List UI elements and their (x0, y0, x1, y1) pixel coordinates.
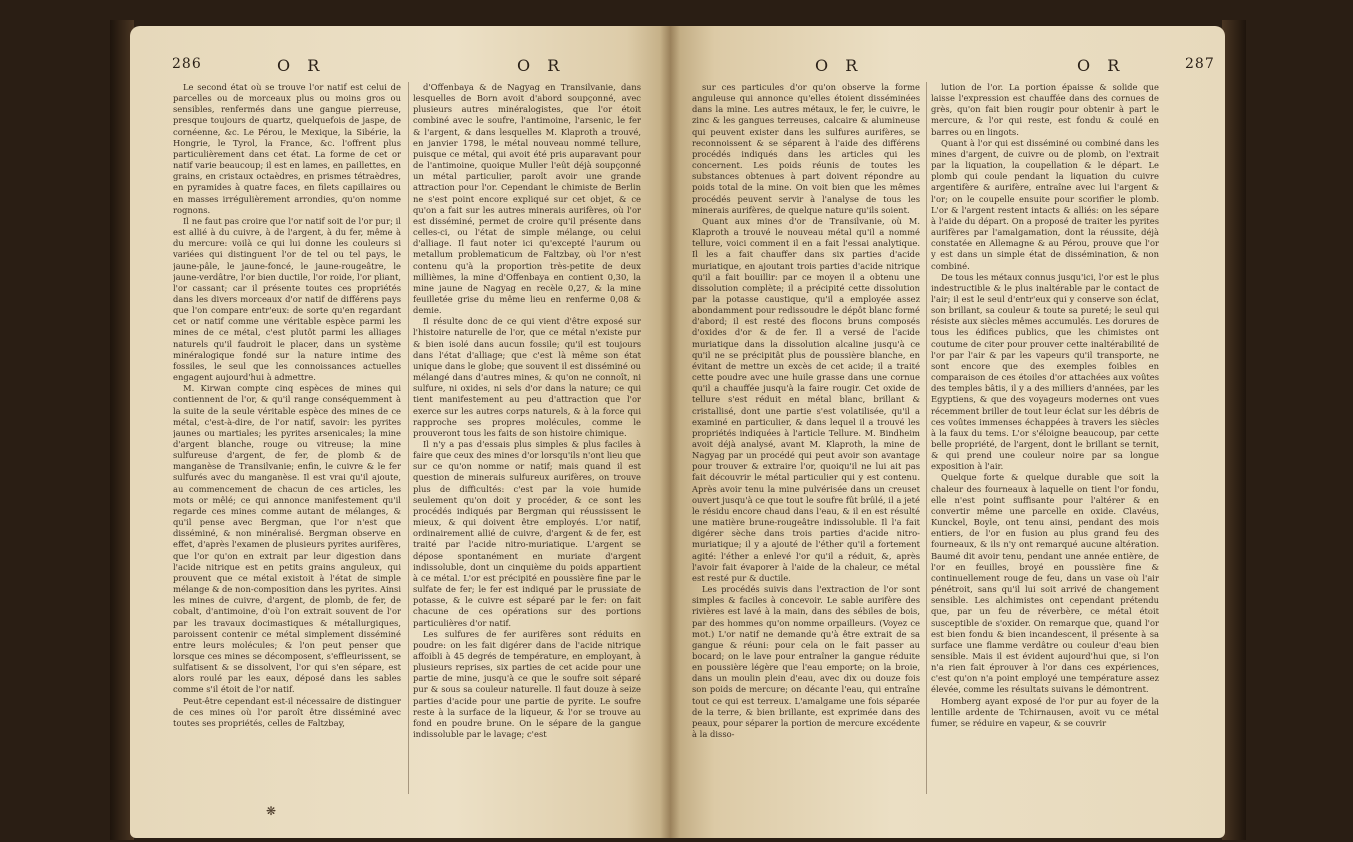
left-column-1 (173, 82, 401, 802)
column-rule (408, 82, 409, 794)
left-running-head-1: O R (277, 56, 326, 75)
paragraph: Quant à l'or qui est disséminé ou combiné dans les mines d'argent, de cuivre ou de plomb, on l'extrait par la liquation, la coupellation & le départ. Le plomb qui coule pendant la liquation du cuivre argentifère & aurifère, entraîne avec lui l'argent & l'or; on le coupelle ensuite pour scorifier le plomb. L'or & l'argent restent intacts & alliés: on les sépare à l'aide du départ. On a proposé de traiter les pyrites aurifères par l'amalgamation, dont la réussite, déjà constatée en Allemagne & au Pérou, prouve que l'or y est dans un simple état de dissémination, & non combiné. (931, 137, 1159, 271)
left-running-head-2: O R (517, 56, 566, 75)
paragraph: Les procédés suivis dans l'extraction de l'or sont simples & faciles à concevoir. Le sable aurifère des rivières est lavé à la main, dans des sébiles de bois, par des hommes qu'on nomme orpailleurs. (Voyez ce mot.) L'or natif ne demande qu'à être extrait de sa gangue & réuni: pour cela on le fait passer au bocard; on le lave pour entraîner la gangue réduite en poussière légère que l'eau emporte; on la broie, dans un moulin plein d'eau, avec dix ou douze fois son poids de mercure; on décante l'eau, qui entraîne tout ce qui est terreux. L'amalgame une fois séparée de la terre, & bien brillante, est exprimée dans des peaux, pour séparer la portion de mercure excédente à la disso- (692, 584, 920, 740)
paragraph: Il ne faut pas croire que l'or natif soit de l'or pur; il est allié à du cuivre, à de l'argent, à du fer, même à du mercure: voilà ce qui lui donne les couleurs si variées qui distinguent l'or de tel ou tel pays, le jaune-pâle, le jaune-foncé, le jaune-rougeâtre, le jaune-verdâtre, l'or bien ductile, l'or roide, l'or pliant, l'or cassant; car il présente toutes ces propriétés dans les divers morceaux d'or natif de différens pays que l'on compare entr'eux: de sorte qu'en regardant cet or natif comme une véritable espèce parmi les mines de ce métal, c'est plutôt parmi les alliages naturels qu'il faudroit le placer, dans un système minéralogique fondé sur la nature intime des fossiles, le seul que les connoissances actuelles engagent aujourd'hui à admettre. (173, 215, 401, 383)
book-gutter (660, 26, 680, 838)
right-page-header (815, 56, 1215, 82)
right-running-head-1: O R (815, 56, 864, 75)
left-page-number: 286 (172, 56, 202, 72)
column-rule (926, 82, 927, 794)
paragraph: M. Kirwan compte cinq espèces de mines qui contiennent de l'or, & qu'il range conséquemment à la suite de la seule véritable espèce des mines de ce métal, c'est-à-dire, de l'or natif, savoir: les pyrites jaunes ou martiales; les pyrites arsenicales; la mine d'argent blanche, rouge ou vitreuse; la mine sulfureuse d'argent, de fer, de plomb & de manganèse de Transilvanie; enfin, le cuivre & le fer sulfurés avec du manganèse. Il est vrai qu'il ajoute, au commencement de chacun de ces articles, les mots or mêlé; ce qui annonce manifestement qu'il regarde ces mines comme autant de mélanges, & qu'il pense avec Bergman, que l'or n'est que disséminé, & non minéralisé. Bergman observe en effet, d'après l'examen de plusieurs pyrites aurifères, que l'or qu'on en extrait par leur digestion dans l'acide nitrique est en petits grains anguleux, qui prouvent que ce métal existoit à l'état de simple mélange & de non-composition dans les pyrites. Ainsi les mines de cuivre, d'argent, de plomb, de fer, de cobalt, d'antimoine, d'où l'on extrait souvent de l'or par les travaux docimastiques & métallurgiques, paroissent contenir ce métal simplement disséminé entre leurs molécules; & l'on peut penser que lorsque ces mines se décomposent, s'effleurissent, se sulfatisent & se dissolvent, l'or qui s'en sépare, est alors roulé par les eaux, déposé dans les sables comme s'il étoit de l'or natif. (173, 383, 401, 695)
paragraph: Quelque forte & quelque durable que soit la chaleur des fourneaux à laquelle on tient l'or fondu, elle n'est point suffisante pour l'altérer & en convertir même une parcelle en oxide. Clavéus, Kunckel, Boyle, ont tenu ainsi, pendant des mois entiers, de l'or en fusion au plus grand feu des fourneaux, & ils n'y ont remarqué aucune altération. Baumé dit avoir tenu, pendant une année entière, de l'or en feuilles, broyé en poussière fine & continuellement rouge de feu, dans un vase où l'air pénétroit, sans qu'il lui soit arrivé de changement sensible. Les alchimistes ont cependant prétendu que, par un feu de réverbère, ce métal étoit susceptible de s'oxider. On remarque que, quand l'or est bien fondu & bien incandescent, il présente à sa surface une flamme verdâtre ou couleur d'eau bien sensible. Mais il est évident aujourd'hui que, si l'on n'a rien fait éprouver à l'or dans ces expériences, c'est qu'on n'a point employé une température assez élevée, comme les résultats suivans le démontrent. (931, 472, 1159, 695)
paragraph: Quant aux mines d'or de Transilvanie, où M. Klaproth a trouvé le nouveau métal qu'il a nommé tellure, voici comment il en a fait l'essai analytique. Il les a fait chauffer dans six parties d'acide muriatique, en ajoutant trois parties d'acide nitrique qu'il a fait bouillir: par ce moyen il a obtenu une dissolution complète; il a précipité cette dissolution par la potasse caustique, qu'il a employée assez abondamment pour redissoudre le dépôt blanc formé d'abord; il est resté des flocons bruns composés d'oxides d'or & de fer. Il a versé de l'acide muriatique dans la dissolution alcaline jusqu'à ce qu'il ne se précipitât plus de poussière blanche, en évitant de mettre un excès de cet acide; il a traité cette poudre avec une huile grasse dans une cornue qu'il a chauffée jusqu'à la faire rougir. Cet oxide de tellure s'est réduit en métal blanc, brillant & cristallisé, dont une partie s'est volatilisée, qu'il a examiné en particulier, & dans lequel il a trouvé les propriétés indiquées à l'article Tellure. M. Bindheim avoit déjà analysé, avant M. Klaproth, la mine de Nagyag par un procédé qui peut avoir son avantage pour trouver & extraire l'or, quoiqu'il ne lui ait pas fait découvrir le métal particulier qui y est contenu. Après avoir tenu la mine pulvérisée dans un creuset ouvert jusqu'à ce que tout le soufre fût brûlé, il a jeté le résidu encore chaud dans l'eau, & il en est résulté une matière brune-rougeâtre indissoluble. Il l'a fait digérer sèche dans trois parties d'acide nitro-muriatique; il y a ajouté de l'éther qu'il a fortement agité: l'éther a enlevé l'or qu'il a réduit, &, après l'avoir fait évaporer à l'aide de la chaleur, ce métal est resté pur & ductile. (692, 215, 920, 583)
left-page-header (172, 56, 642, 82)
paragraph: Il résulte donc de ce qui vient d'être exposé sur l'histoire naturelle de l'or, que ce métal n'existe pur & bien isolé dans aucun fossile; qu'il est toujours dans l'état d'alliage; que c'est là même son état unique dans le globe; que souvent il est disséminé ou mélangé dans d'autres mines, & qu'on ne connoît, ni sulfure, ni oxides, ni sels d'or dans la nature; ce qui tient manifestement au peu d'attraction que l'or exerce sur les autres corps naturels, & à la force qui rapproche ses propres molécules, comme le prouveront tous les faits de son histoire chimique. (413, 316, 641, 438)
left-column-2 (413, 82, 641, 802)
right-running-head-2: O R (1077, 56, 1126, 75)
right-page-number: 287 (1185, 56, 1215, 72)
paragraph: Le second état où se trouve l'or natif est celui de parcelles ou de morceaux plus ou moins gros ou sensibles, renfermés dans une gangue pierreuse, presque toujours de quartz, quelquefois de jaspe, de cornéenne, &c. Le Pérou, le Mexique, la Sibérie, la Hongrie, le Tyrol, la France, &c. l'offrent plus particulièrement dans cet état. La forme de cet or natif varie beaucoup; il est en lames, en paillettes, en grains, en cristaux octaèdres, en prismes tétraèdres, en pyramides à quatre faces, en filets capillaires ou en masses irrégulièrement arrondies, qu'on nomme rognons. (173, 82, 401, 215)
paragraph: Les sulfures de fer aurifères sont réduits en poudre: on les fait digérer dans de l'acide nitrique affoibli à 45 degrés de température, en employant, à plusieurs reprises, six parties de cet acide pour une partie de mine, jusqu'à ce que le soufre soit séparé pur & sous sa couleur naturelle. Il faut douze à seize parties d'acide pour une partie de pyrite. Le soufre reste à la surface de la liqueur, & l'or se trouve au fond en poudre brune. On le sépare de la gangue indissoluble par le lavage; c'est (413, 628, 641, 740)
paragraph: d'Offenbaya & de Nagyag en Transilvanie, dans lesquelles de Born avoit d'abord soupçonné, avec plusieurs autres minéralogistes, que l'or étoit combiné avec le soufre, l'antimoine, l'arsenic, le fer & l'argent, & dans lesquelles M. Klaproth a trouvé, en janvier 1798, le métal nouveau nommé tellure, puisque ce métal, qui avoit été pris auparavant pour de l'antimoine, quoique Muller l'eût déjà soupçonné un métal particulier, paroît avoir une grande attraction pour l'or. Cependant le chimiste de Berlin ne s'est point encore expliqué sur cet objet, & ce qu'on a fait sur les autres minerais aurifères, où l'or est disséminé, permet de croire qu'il présente dans celles-ci, ou l'état de simple mélange, ou celui d'alliage. Il faut noter ici qu'excepté l'aurum ou metallum problematicum de Faltzbay, où l'or n'est contenu qu'à la proportion très-petite de deux millièmes, la mine d'Offenbaya en contient 0,30, la mine jaune de Nagyag en recèle 0,27, & la mine feuilletée grise du même lieu en renferme 0,08 & demie. (413, 82, 641, 316)
ornament-mark: ❋ (266, 804, 277, 818)
paragraph: De tous les métaux connus jusqu'ici, l'or est le plus indestructible & le plus inaltérable par le contact de l'air; il est le seul d'entr'eux qui y conserve son éclat, son brillant, sa couleur & toute sa pureté; le seul qui résiste aux siècles mêmes accumulés. Les dorures de tous les édifices publics, que les chimistes ont coutume de citer pour prouver cette inaltérabilité de l'or par l'air & par les vapeurs qu'il transporte, ne sont encore que des exemples foibles en comparaison de ces étoiles d'or attachées aux voûtes des temples bâtis, il y a des milliers d'années, par les Egyptiens, & que des voyageurs modernes ont vues récemment briller de tout leur éclat sur les débris de ces voûtes immenses échappées à travers les siècles à la faux du tems. L'or s'éloigne beaucoup, par cette belle propriété, de l'argent, dont le brillant se ternit, & qui prend une couleur noire par sa longue exposition à l'air. (931, 271, 1159, 472)
right-column-1 (692, 82, 920, 802)
paragraph: lution de l'or. La portion épaisse & solide que laisse l'expression est chauffée dans des cornues de grès, qu'on fait bien rougir pour obtenir à part le mercure, & l'or qui reste, est fondu & coulé en barres ou en lingots. (931, 82, 1159, 137)
paragraph: sur ces particules d'or qu'on observe la forme anguleuse qui annonce qu'elles étoient disséminées dans la mine. Les autres métaux, le fer, le cuivre, le zinc & les gangues terreuses, calcaire & alumineuse qui peuvent exister dans les sulfures aurifères, se reconnoissent & se séparent à l'aide des différens procédés indiqués dans les articles qui les concernent. Les poids réunis de toutes les substances obtenues à part doivent répondre au poids total de la mine. On voit bien que les mêmes procédés peuvent servir à l'analyse de tous les minerais aurifères, de quelque nature qu'ils soient. (692, 82, 920, 215)
right-column-2 (931, 82, 1159, 802)
paragraph: Il n'y a pas d'essais plus simples & plus faciles à faire que ceux des mines d'or lorsqu'ils n'ont lieu que sur ce qu'on nomme or natif; mais quand il est question de minerais sulfureux aurifères, on trouve plus de difficultés: c'est par la voie humide seulement qu'on doit y procéder, & ce sont les procédés indiqués par Bergman qui réussissent le mieux, & qui doivent être employés. L'or natif, ordinairement allié de cuivre, d'argent & de fer, est traité par l'acide nitro-muriatique. L'argent se dépose spontanément en muriate d'argent indissoluble, dont un cinquième du poids appartient à ce métal. L'or est précipité en poussière fine par le sulfate de fer; le fer est indiqué par le prussiate de potasse, & le cuivre est séparé par le fer: on fait chacune de ces opérations sur des portions particulières d'or natif. (413, 439, 641, 628)
paragraph: Homberg ayant exposé de l'or pur au foyer de la lentille ardente de Tchirnausen, avoit vu ce métal fumer, se réduire en vapeur, & se couvrir (931, 695, 1159, 728)
book-edge-right (1222, 20, 1246, 840)
paragraph: Peut-être cependant est-il nécessaire de distinguer de ces mines où l'or paroît être disséminé avec toutes ses propriétés, celles de Faltzbay, (173, 695, 401, 728)
